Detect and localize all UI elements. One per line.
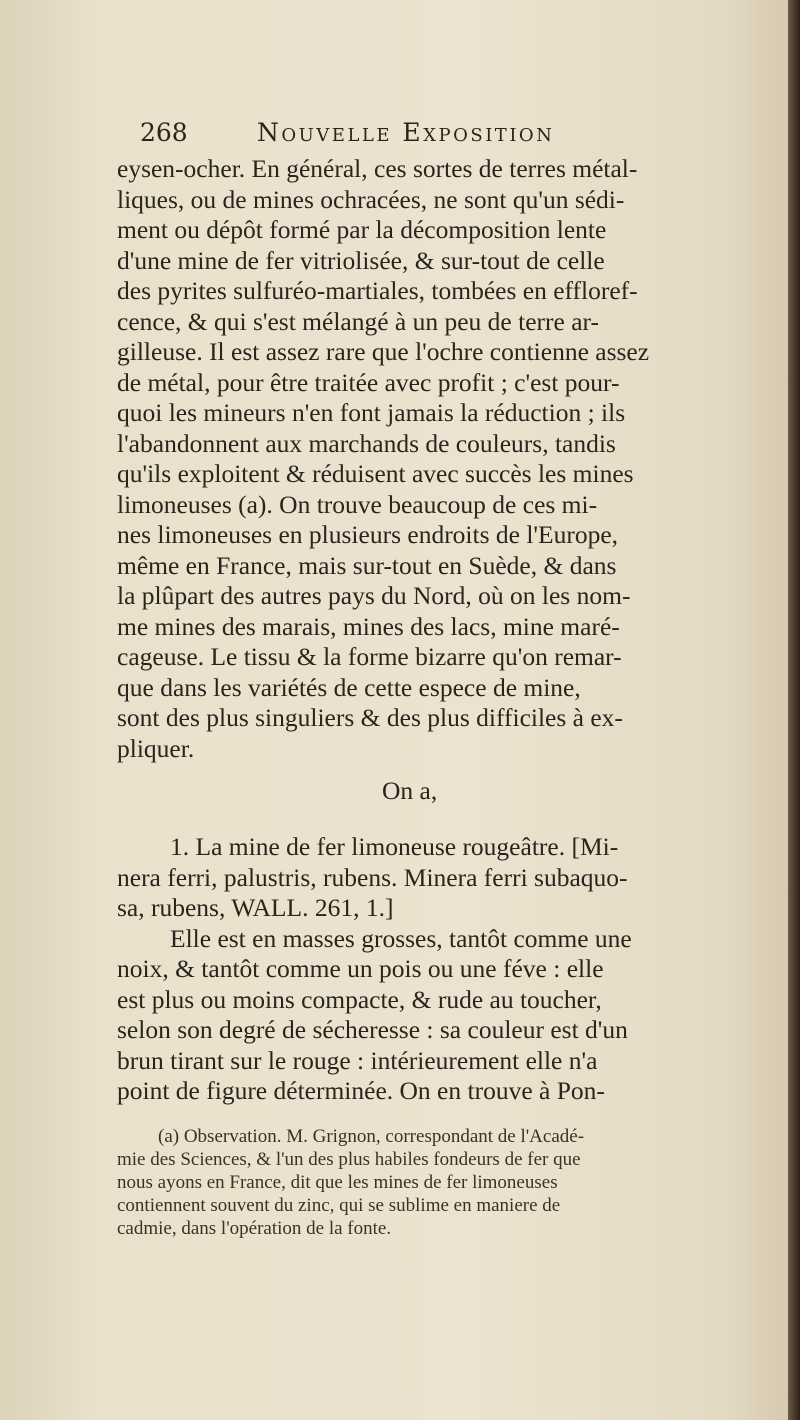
body-line: liques, ou de mines ochracées, ne sont qu'un sédi- xyxy=(117,184,625,214)
body-line: des pyrites sulfuréo-martiales, tombées en effloref- xyxy=(117,276,638,305)
entry-line: selon son degré de sécheresse : sa couleur est d'un xyxy=(117,1015,628,1044)
body-line: même en France, mais sur-tout en Suède, & dans xyxy=(117,550,617,580)
body-line: eysen-ocher. En général, ces sortes de terres métal- xyxy=(117,154,638,183)
body-line: la plûpart des autres pays du Nord, où on les nom- xyxy=(117,581,631,610)
entry-line: nera ferri, palustris, rubens. Minera ferri subaquo- xyxy=(117,862,628,892)
footnote-line: contiennent souvent du zinc, qui se sublime en maniere de xyxy=(117,1195,561,1216)
body-line: que dans les variétés de cette espece de mine, xyxy=(117,672,581,702)
body-line: l'abandonnent aux marchands de couleurs, tandis xyxy=(117,428,616,458)
footnote-line: (a) Observation. M. Grignon, correspondant de l'Acadé- xyxy=(158,1126,585,1147)
body-line: ment ou dépôt formé par la décomposition lente xyxy=(117,215,607,244)
page-number: 268 xyxy=(140,118,188,147)
running-header xyxy=(140,118,700,152)
entry-line: point de figure déterminée. On en trouve à Pon- xyxy=(117,1076,605,1105)
page-edge xyxy=(788,0,800,1420)
footnote-line: mie des Sciences, & l'un des plus habiles fondeurs de fer que xyxy=(117,1149,581,1170)
entry-line: brun tirant sur le rouge : intérieurement elle n'a xyxy=(117,1045,598,1075)
body-line: de métal, pour être traitée avec profit ; c'est pour- xyxy=(117,367,620,397)
body-line: d'une mine de fer vitriolisée, & sur-tout de celle xyxy=(117,245,605,275)
body-line: sont des plus singuliers & des plus difficiles à ex- xyxy=(117,703,623,732)
footnote-line: nous ayons en France, dit que les mines de fer limoneuses xyxy=(117,1172,558,1193)
body-line: limoneuses (a). On trouve beaucoup de ces mi- xyxy=(117,489,598,519)
entry-line: 1. La mine de fer limoneuse rougeâtre. [Mi- xyxy=(170,832,619,861)
body-line: cence, & qui s'est mélangé à un peu de terre ar- xyxy=(117,306,599,336)
body-line: gilleuse. Il est assez rare que l'ochre contienne assez xyxy=(117,337,650,366)
body-line: me mines des marais, mines des lacs, mine maré- xyxy=(117,611,620,641)
body-line: qu'ils exploitent & réduisent avec succès les mines xyxy=(117,459,634,488)
entry-line: noix, & tantôt comme un pois ou une féve : elle xyxy=(117,954,604,983)
entry-line: est plus ou moins compacte, & rude au toucher, xyxy=(117,984,602,1014)
body-line: nes limoneuses en plusieurs endroits de l'Europe, xyxy=(117,520,619,549)
footnote-line: cadmie, dans l'opération de la fonte. xyxy=(117,1218,392,1239)
subheading: On a, xyxy=(382,776,438,805)
entry-line: sa, rubens, WALL. 261, 1.] xyxy=(117,893,394,922)
entry-line: Elle est en masses grosses, tantôt comme une xyxy=(170,923,632,953)
body-line: cageuse. Le tissu & la forme bizarre qu'on remar- xyxy=(117,642,622,671)
body-line: pliquer. xyxy=(117,733,195,763)
body-line: quoi les mineurs n'en font jamais la réduction ; ils xyxy=(117,398,626,427)
running-title: Nouvelle Exposition xyxy=(257,118,555,147)
